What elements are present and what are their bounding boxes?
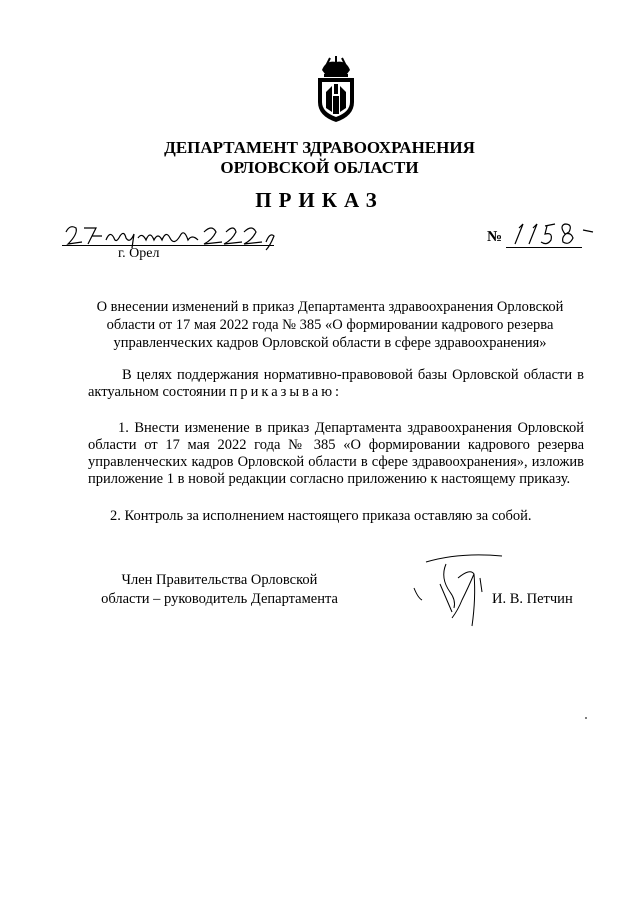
- date-underline: [62, 245, 274, 246]
- signatory-title-line1: Член Правительства Орловской: [121, 572, 318, 588]
- city: г. Орел: [118, 246, 160, 261]
- scan-speck: [585, 717, 587, 719]
- signatory-name: И. В. Петчин: [492, 591, 573, 607]
- department-name-line1: ДЕПАРТАМЕНТ ЗДРАВООХРАНЕНИЯ: [164, 138, 475, 157]
- coat-of-arms-icon: [312, 56, 360, 124]
- number-underline: [506, 247, 582, 248]
- signatory-title: [82, 571, 357, 609]
- preamble-keyword: приказываю:: [229, 384, 343, 400]
- department-name-line2: ОРЛОВСКОЙ ОБЛАСТИ: [220, 158, 419, 177]
- preamble-text: В целях поддержания нормативно-правововой базы Орловской области в актуальном состоянии: [88, 367, 584, 400]
- signatory-title-line2: области – руководитель Департамента: [101, 591, 338, 607]
- order-item-1: 1. Внести изменение в приказ Департамента здравоохранения Орловской области от 17 мая 2022 года № 385 «О формировании кадрового резерва управленческих кадров Орловской области в сфере здравоохранения», изложив приложение 1 в новой редакции согласно приложению к настоящему приказу.: [88, 420, 584, 487]
- handwritten-date: [62, 218, 282, 254]
- handwritten-number: [507, 216, 597, 250]
- order-item-2: 2. Контроль за исполнением настоящего приказа оставляю за собой.: [110, 508, 532, 524]
- document-type-title: ПРИКАЗ: [255, 188, 384, 212]
- order-subject: О внесении изменений в приказ Департамента здравоохранения Орловской области от 17 мая 2022 года № 385 «О формировании кадрового резерва управленческих кадров Орловской области в сфере здравоохранения»: [96, 299, 564, 351]
- number-label: №: [487, 229, 503, 245]
- preamble-paragraph: [88, 367, 584, 401]
